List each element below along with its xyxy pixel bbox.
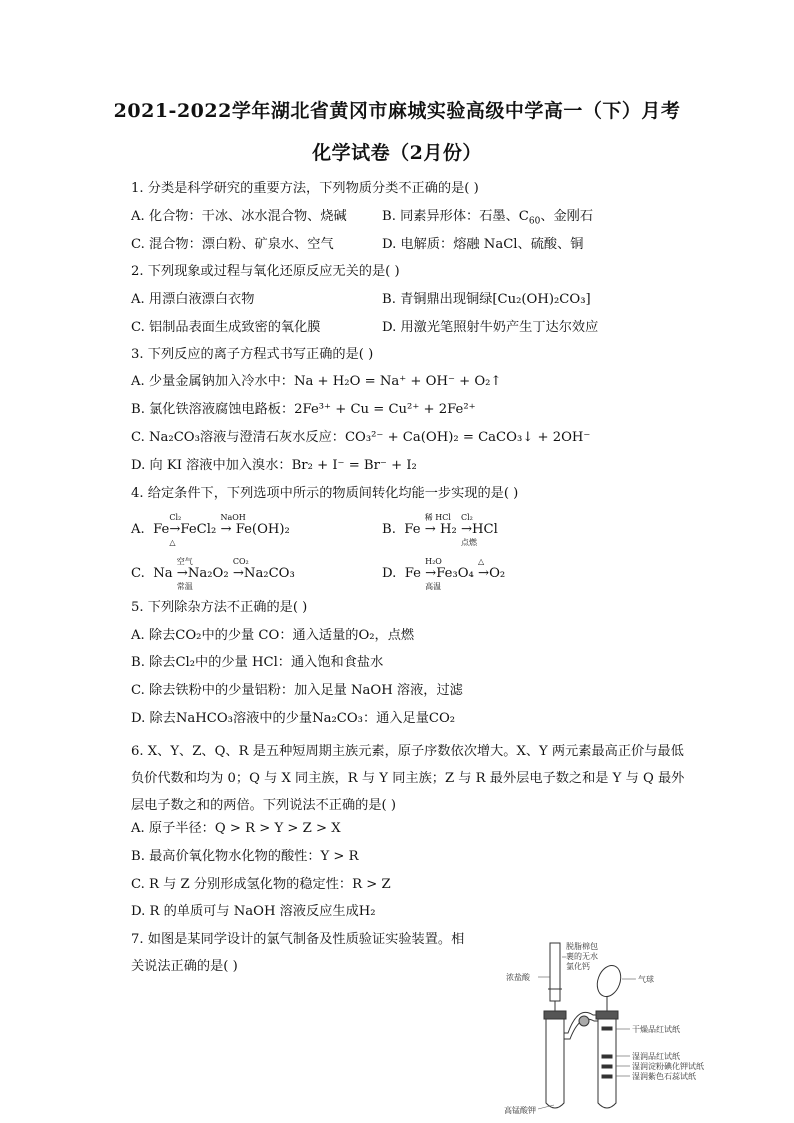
- q3-option-c: C. Na₂CO₃溶液与澄清石灰水反应：CO₃²⁻ + Ca(OH)₂ = CaCO₃↓ + 2OH⁻: [131, 430, 591, 445]
- q4-option-d: D. Fe H₂O → 高温 Fe₃O₄ △ →O₂: [382, 557, 506, 591]
- left-test-tube: [544, 1011, 566, 1108]
- q4-option-b: B. Fe 稀 HCl → H₂ Cl₂ → 点燃 HCl: [382, 513, 498, 547]
- q2-option-a: A. 用漂白液漂白衣物: [131, 292, 255, 307]
- q6-option-c: C. R 与 Z 分别形成氢化物的稳定性：R > Z: [131, 877, 391, 892]
- label-balloon: 气球: [638, 975, 654, 984]
- q3-stem: 3. 下列反应的离子方程式书写正确的是( ): [131, 347, 374, 362]
- q1-option-b: B. 同素异形体：石墨、$C_{60}$、金刚石: [382, 209, 594, 227]
- q1-stem: 1. 分类是科学研究的重要方法，下列物质分类不正确的是( ): [131, 181, 479, 196]
- label-conc-hcl: 浓盐酸: [506, 973, 530, 982]
- label-drying-cotton-2: 裹的无水: [566, 952, 598, 961]
- page-title-line2: 化学试卷（2月份）: [312, 142, 482, 164]
- dropping-funnel: [548, 943, 562, 1019]
- q4-option-c: C. Na 空气 → 常温 Na₂O₂ CO₂ →Na₂CO₃: [131, 557, 295, 591]
- q6-option-a: A. 原子半径：Q > R > Y > Z > X: [131, 821, 341, 836]
- q1-option-c: C. 混合物：漂白粉、矿泉水、空气: [131, 237, 334, 252]
- q5-stem: 5. 下列除杂方法不正确的是( ): [131, 600, 308, 615]
- q3-option-d: D. 向 KI 溶液中加入溴水：Br₂ + I⁻ = Br⁻ + I₂: [131, 458, 417, 473]
- label-wet-paper: 湿润品红试纸: [632, 1052, 680, 1061]
- connecting-tube: [564, 1012, 598, 1039]
- q5-option-a: A. 除去CO₂中的少量 CO：通入适量的O₂，点燃: [131, 628, 415, 643]
- q2-stem: 2. 下列现象或过程与氧化还原反应无关的是( ): [131, 264, 400, 279]
- q2-option-b: B. 青铜鼎出现铜绿[Cu₂(OH)₂CO₃]: [382, 292, 591, 307]
- q5-option-c: C. 除去铁粉中的少量铝粉：加入足量 NaOH 溶液，过滤: [131, 683, 463, 698]
- q3-option-a: A. 少量金属钠加入冷水中：Na + H₂O = Na⁺ + OH⁻ + O₂↑: [131, 374, 502, 389]
- q4-stem: 4. 给定条件下，下列选项中所示的物质间转化均能一步实现的是( ): [131, 486, 519, 501]
- q1-option-d: D. 电解质：熔融 NaCl、硫酸、铜: [382, 237, 584, 252]
- q3-option-b: B. 氯化铁溶液腐蚀电路板：2Fe³⁺ + Cu = Cu²⁺ + 2Fe²⁺: [131, 402, 476, 417]
- label-litmus-paper: 湿润紫色石蕊试纸: [632, 1072, 696, 1081]
- q7-stem-line2: 关说法正确的是( ): [131, 959, 238, 974]
- right-test-tube: [596, 1011, 618, 1108]
- q6-stem: 6. X、Y、Z、Q、R 是五种短周期主族元素，原子序数依次增大。X、Y 两元素最高正价与最低负价代数和均为 0；Q 与 X 同主族，R 与 Y 同主族；Z 与 R 最外层电子数之和是 Y 与 Q 最外层电子数之和的两倍。下列说法不正确的是( ): [131, 744, 685, 813]
- apparatus-figure: [498, 935, 728, 1115]
- q5-option-d: D. 除去NaHCO₃溶液中的少量Na₂CO₃：通入足量CO₂: [131, 711, 456, 726]
- label-drying-cotton-3: 氯化钙: [566, 962, 590, 971]
- q6-option-d: D. R 的单质可与 NaOH 溶液反应生成H₂: [131, 904, 376, 919]
- label-drying-cotton-1: 脱脂棉包: [566, 942, 598, 951]
- q7-stem-line1: 7. 如图是某同学设计的氯气制备及性质验证实验装置。相: [131, 932, 465, 947]
- q4-option-a: A. Fe Cl₂ → △ FeCl₂ NaOH → Fe(OH)₂: [131, 513, 290, 547]
- balloon: [593, 962, 625, 1011]
- label-kmno4: 高锰酸钾: [504, 1106, 536, 1115]
- q6-option-b: B. 最高价氧化物水化物的酸性：Y > R: [131, 849, 359, 864]
- page-title-line1: 2021-2022学年湖北省黄冈市麻城实验高级中学高一（下）月考: [113, 100, 681, 122]
- q1-option-a: A. 化合物：干冰、冰水混合物、烧碱: [131, 209, 347, 224]
- label-starch-ki-paper: 湿润淀粉碘化钾试纸: [632, 1062, 704, 1071]
- label-dry-paper: 干燥品红试纸: [632, 1025, 680, 1034]
- q5-option-b: B. 除去Cl₂中的少量 HCl：通入饱和食盐水: [131, 655, 384, 670]
- q2-option-d: D. 用激光笔照射牛奶产生丁达尔效应: [382, 320, 599, 335]
- q2-option-c: C. 铝制品表面生成致密的氧化膜: [131, 320, 321, 335]
